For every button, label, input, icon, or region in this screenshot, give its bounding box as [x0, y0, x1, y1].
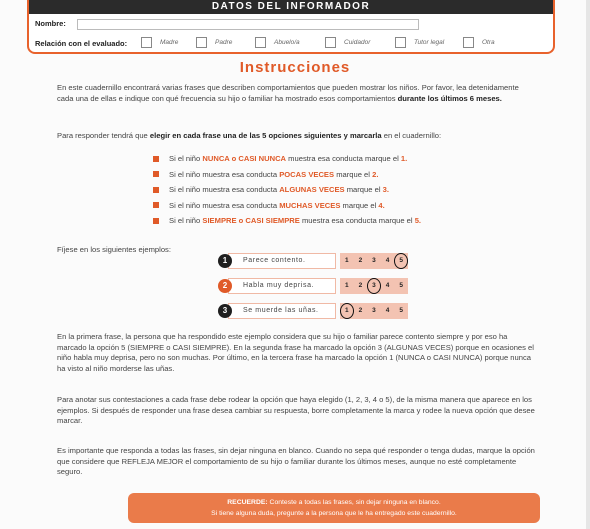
option-number: 4. [378, 200, 385, 210]
reminder-label: RECUERDE: [227, 499, 268, 506]
option-highlight: POCAS VECES [279, 169, 335, 179]
option-text: Si el niño muestra esa conducta [169, 169, 278, 179]
relation-checkbox[interactable] [325, 37, 336, 48]
relation-checkbox[interactable] [463, 37, 474, 48]
bullet-square-icon [153, 156, 159, 162]
relation-checkbox[interactable] [141, 37, 152, 48]
reminder-banner [128, 493, 540, 523]
option-text: marque el [346, 185, 381, 195]
nombre-label: Nombre: [35, 19, 66, 28]
relation-option-padre[interactable] [196, 36, 232, 49]
example-row [218, 301, 408, 321]
bullet-square-icon [153, 171, 159, 177]
option-text: Si el niño muestra esa conducta [169, 185, 278, 195]
option-number: 2. [372, 169, 379, 179]
relation-option-tutor[interactable] [395, 36, 444, 49]
bullet-square-icon [153, 187, 159, 193]
example-number-badge: 2 [218, 279, 232, 293]
scale-option: 4 [385, 282, 390, 289]
option-text: Si el niño [169, 216, 201, 226]
example-number-badge: 1 [218, 254, 232, 268]
scale-option: 5 [399, 307, 403, 314]
relation-option-label: Tutor legal [414, 39, 445, 46]
response-option-5 [153, 213, 483, 229]
relation-option-otra[interactable] [463, 36, 495, 49]
page-edge [586, 0, 590, 529]
important-note-paragraph: Es importante que responda a todas las frases, sin dejar ninguna en blanco. Cuando no sepa qué responder o tenga dudas, marque la opción que considere que REFLEJA MEJOR el comportamiento de su hijo o familiar durante los últimos meses, aunque no esté completamente seguro. [57, 446, 535, 476]
scale-option: 2 [358, 257, 363, 264]
instructions-text-start: Para responder tendrá que [57, 131, 150, 140]
relation-option-label: Otra [482, 39, 495, 46]
relation-option-abuelo[interactable] [255, 36, 300, 49]
scale-option: 1 [344, 282, 349, 289]
scale-option: 4 [385, 257, 390, 264]
examples-intro: Fíjese en los siguientes ejemplos: [57, 245, 171, 254]
marking-instructions-paragraph: Para anotar sus contestaciones a cada frase debe rodear la opción que haya elegido (1, 2, 3, 4 o 5), de la misma manera que aparece en los ejemplos. Si después de responder una frase desea cambiar su respuesta, borre completamente la marca y rodee la nueva opción que desee marcar. [57, 395, 535, 425]
option-text: Si el niño [169, 154, 201, 164]
example-scale [340, 303, 408, 319]
relation-option-label: Abuelo/a [274, 39, 300, 46]
intro-emphasis: durante los últimos 6 meses. [397, 93, 502, 103]
response-option-1 [153, 151, 483, 167]
instructions-text-end: en el cuadernillo: [381, 131, 442, 140]
option-text: muestra esa conducta marque el [288, 154, 399, 164]
scale-option: 4 [385, 307, 390, 314]
instructions-emphasis: elegir en cada frase una de las 5 opciones siguientes y marcarla [149, 131, 382, 140]
option-highlight: MUCHAS VECES [279, 200, 341, 210]
option-text: Si el niño muestra esa conducta [169, 200, 278, 210]
option-number: 1. [400, 154, 408, 164]
informant-data-box [27, 0, 555, 54]
scale-option: 3 [372, 307, 376, 314]
option-highlight: ALGUNAS VECES [279, 185, 345, 195]
response-options-list [153, 151, 483, 229]
option-number: 3. [382, 185, 389, 195]
scale-option: 5 [396, 255, 406, 267]
relation-option-madre[interactable] [141, 36, 178, 49]
relation-option-label: Cuidador [344, 39, 371, 46]
option-highlight: NUNCA o CASI NUNCA [202, 154, 287, 164]
example-scale [340, 253, 408, 269]
option-text: marque el [342, 200, 377, 210]
scale-option: 2 [358, 307, 363, 314]
option-number: 5. [414, 216, 422, 226]
intro-text: En este cuadernillo encontrará varias frases que describen comportamientos que pueden mostrar los niños. Por favor, lea detenidamente cada una de ellas e indique con qué frecuencia su hijo o familiar ha mostrado esos comportamientos [57, 83, 519, 103]
scale-option: 3 [369, 280, 379, 292]
response-option-2 [153, 167, 483, 183]
reminder-line-1: Conteste a todas las frases, sin dejar ninguna en blanco. [267, 499, 441, 506]
option-text: marque el [336, 169, 370, 179]
relation-checkbox[interactable] [255, 37, 266, 48]
instructions-paragraph [57, 131, 537, 142]
relation-checkbox[interactable] [196, 37, 207, 48]
option-text: muestra esa conducta marque el [301, 216, 413, 226]
example-row [218, 276, 408, 296]
relation-checkbox[interactable] [395, 37, 406, 48]
bullet-square-icon [153, 218, 159, 224]
response-option-4 [153, 198, 483, 214]
relation-option-cuidador[interactable] [325, 36, 370, 49]
page-title: Instrucciones [239, 59, 351, 76]
response-option-3 [153, 182, 483, 198]
example-text: Habla muy deprisa. [228, 278, 336, 294]
option-highlight: SIEMPRE o CASI SIEMPRE [202, 216, 300, 226]
example-explanation-paragraph: En la primera frase, la persona que ha respondido este ejemplo considera que su hijo o familiar parece contento siempre y por eso ha marcado la opción 5 (SIEMPRE o CASI SIEMPRE). En la segunda frase ha marcado la opción 3 (ALGUNAS VECES) porque en ocasiones el niño habla muy deprisa, pero no son muchas. Por último, en la tercera frase ha marcado la opción 1 (NUNCA o CASI NUNCA) porque nunca ha visto al niño morderse las uñas. [57, 332, 534, 373]
scale-option: 3 [372, 257, 376, 264]
scale-option: 2 [358, 282, 363, 289]
intro-paragraph [57, 83, 537, 104]
scale-option: 1 [344, 257, 349, 264]
example-number-badge: 3 [218, 304, 232, 318]
scale-option: 5 [399, 282, 403, 289]
relation-label: Relación con el evaluado: [35, 39, 128, 48]
example-row [218, 251, 408, 271]
nombre-field[interactable] [77, 19, 419, 30]
reminder-line-2: Si tiene alguna duda, pregunte a la persona que le ha entregado este cuadernillo. [211, 510, 457, 517]
relation-option-label: Madre [160, 39, 179, 46]
relation-option-label: Padre [215, 39, 233, 46]
example-text: Se muerde las uñas. [228, 303, 336, 319]
scale-option: 1 [342, 305, 352, 317]
example-scale [340, 278, 408, 294]
example-text: Parece contento. [228, 253, 336, 269]
informant-header: DATOS DEL INFORMADOR [29, 0, 553, 14]
bullet-square-icon [153, 202, 159, 208]
